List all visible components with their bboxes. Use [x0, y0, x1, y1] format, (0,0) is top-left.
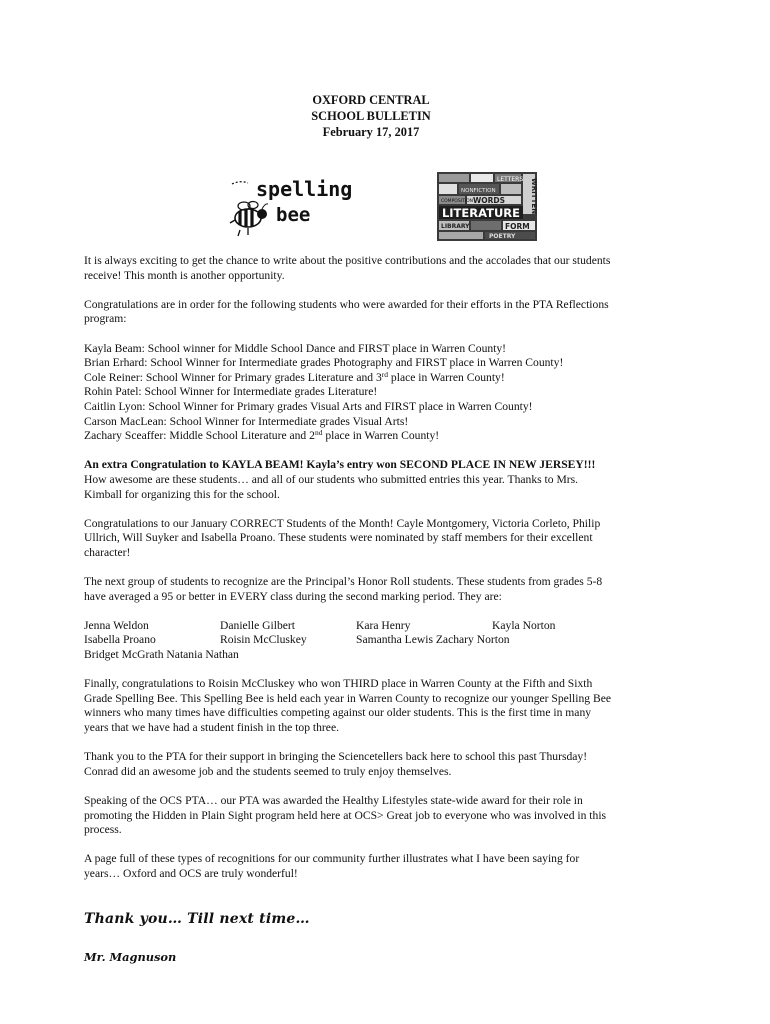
- signoff: Thank you… Till next time…: [84, 911, 310, 927]
- bulletin-date: February 17, 2017: [322, 125, 420, 139]
- winner-line: Rohin Patel: School Winner for Intermediate grades Literature!: [84, 385, 378, 399]
- written-word: WRITTEN: [530, 178, 538, 215]
- honor-roll-name: [492, 633, 628, 648]
- bee-icon: [230, 202, 268, 237]
- signature: Mr. Magnuson: [84, 950, 177, 964]
- honor-roll-name: Kara Henry: [356, 618, 411, 632]
- honor-roll-list: [84, 619, 676, 663]
- honor-roll-intro: The next group of students to recognize are the Principal’s Honor Roll students. These students from grades 5-8 have averaged a 95 or better in EVERY class during the second marking period. They are:: [84, 575, 603, 603]
- ocs-pta-paragraph: Speaking of the OCS PTA… our PTA was awarded the Healthy Lifestyles state-wide award for their role in promoting the Hidden in Plain Sight program held here at OCS> Great job to everyone who was involved in this process.: [84, 793, 607, 837]
- spelling-bee-paragraph: Finally, congratulations to Roisin McCluskey who won THIRD place in Warren County at the Fifth and Sixth Grade Spelling Bee. This Spelling Bee is held each year in Warren County to recognize our younger Spelling Bee winners who many times have difficulties competing against our older students. This is the first time in many years that we have had a student finish in the top three.: [84, 677, 611, 734]
- winner-line: Cole Reiner: School Winner for Primary grades Literature and 3rd place in Warren County!: [84, 369, 505, 384]
- literature-word-cloud: [437, 172, 537, 241]
- words-word: WORDS: [473, 196, 506, 205]
- bulletin-body: [84, 254, 676, 896]
- poetry-word: POETRY: [489, 233, 516, 240]
- letters-word: LETTERS: [497, 176, 524, 183]
- literature-word: LITERATURE: [441, 206, 521, 220]
- composition-word: COMPOSITION: [441, 199, 473, 204]
- kayla-headline: An extra Congratulation to KAYLA BEAM! Kayla’s entry won SECOND PLACE IN NEW JERSEY!!!: [84, 458, 596, 472]
- reflections-winners-list: [84, 342, 676, 444]
- honor-roll-name: Jenna Weldon: [84, 618, 149, 632]
- winner-line: Carson MacLean: School Winner for Intermediate grades Visual Arts!: [84, 414, 409, 428]
- form-word: FORM: [505, 222, 530, 231]
- closing-paragraph: A page full of these types of recognitions for our community further illustrates what I have been saying for years… Oxford and OCS are truly wonderful!: [84, 852, 580, 880]
- kayla-paragraph: An extra Congratulation to KAYLA BEAM! Kayla’s entry won SECOND PLACE IN NEW JERSEY!!! How awesome are these students… and all of our students who submitted entries this year. Thanks to Mrs. Kimball for organizing this for the school.: [84, 458, 676, 502]
- spelling-bee-logo: [226, 176, 353, 240]
- nonfiction-word: NONFICTION: [461, 188, 496, 194]
- honor-roll-name: Samantha Lewis Zachary Norton: [356, 633, 510, 647]
- winner-line: Caitlin Lyon: School Winner for Primary grades Visual Arts and FIRST place in Warren County!: [84, 399, 533, 413]
- winner-line: Kayla Beam: School winner for Middle School Dance and FIRST place in Warren County!: [84, 341, 507, 355]
- winner-line: Zachary Sceaffer: Middle School Literature and 2nd place in Warren County!: [84, 428, 440, 443]
- bulletin-title: SCHOOL BULLETIN: [311, 109, 431, 123]
- honor-roll-name: Isabella Proano: [84, 633, 156, 647]
- library-word: LIBRARY: [441, 223, 470, 230]
- spelling-text: spelling: [256, 177, 353, 201]
- pta-thanks-paragraph: Thank you to the PTA for their support in bringing the Sciencetellers back here to school this past Thursday! Conrad did an awesome job and the students seemed to truly enjoy themselves.: [84, 750, 588, 778]
- honor-roll-name: Kayla Norton: [492, 618, 556, 632]
- honor-roll-name: Danielle Gilbert: [220, 618, 296, 632]
- winner-line: Brian Erhard: School Winner for Intermediate grades Photography and FIRST place in Warren County!: [84, 356, 564, 370]
- correct-students-paragraph: Congratulations to our January CORRECT Students of the Month! Cayle Montgomery, Victoria Corleto, Philip Ullrich, Will Suyker and Isabella Proano. These students were nominated by staff members for their excellent character!: [84, 516, 601, 559]
- honor-roll-name: Roisin McCluskey: [220, 633, 307, 647]
- intro-paragraph: It is always exciting to get the chance to write about the positive contributions and the accolades that our students receive! This month is another opportunity.: [84, 254, 611, 282]
- honor-roll-name: Bridget McGrath Natania Nathan: [84, 648, 239, 662]
- pta-reflections-paragraph: Congratulations are in order for the following students who were awarded for their efforts in the PTA Reflections program:: [84, 297, 609, 326]
- school-name: OXFORD CENTRAL: [312, 93, 430, 107]
- bee-text: bee: [276, 204, 311, 226]
- bulletin-header: [0, 92, 742, 140]
